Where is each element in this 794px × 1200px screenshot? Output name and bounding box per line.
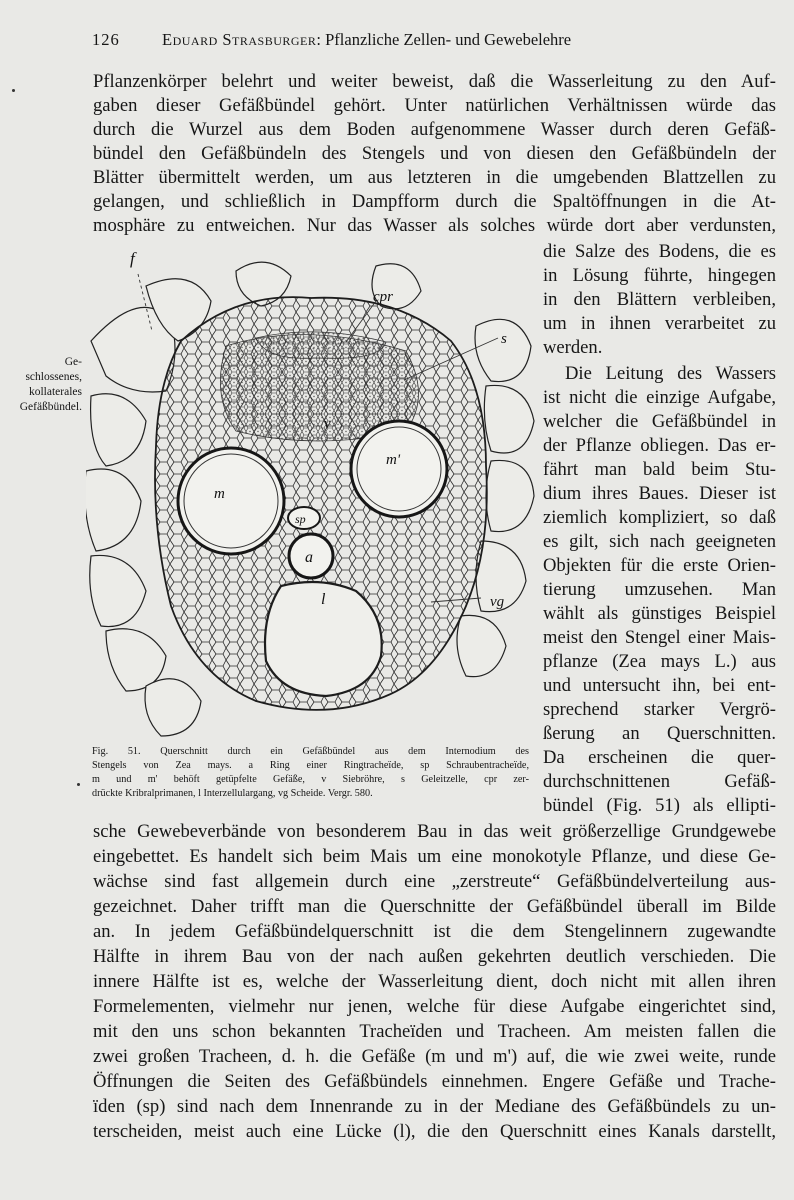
figure-label-f: f [130, 249, 135, 268]
text-line: es gilt, sich nach geeigneten [543, 531, 776, 552]
figure-label-s: s [501, 331, 507, 347]
text-line: durchschnittenen Gefäß- [543, 771, 776, 792]
text-line: ziemlich kompliziert, so daß [543, 507, 776, 528]
figure-label-l: l [321, 591, 326, 608]
margin-speck [12, 89, 15, 92]
caption-line: Stengels von Zea mays. a Ring einer Ringtracheïde, sp Schraubentracheïde, [92, 760, 529, 771]
text-line: mit den uns schon bekannten Tracheïden und Tracheen. Am meisten fallen die [93, 1021, 776, 1042]
text-line: Pflanzenkörper belehrt und weiter beweist, daß die Wasserleitung zu den Auf- [93, 71, 776, 92]
text-line: wählt als günstiges Beispiel [543, 603, 776, 624]
text-line: sche Gewebeverbände von besonderem Bau in das weit größerzellige Grundgewebe [93, 821, 776, 842]
marginal-note-line: kollaterales [28, 386, 82, 398]
figure-label-m-prime: m' [386, 452, 401, 468]
text-line: an. In jedem Gefäßbündelquerschnitt ist die dem Stengelinnern zugewandte [93, 921, 776, 942]
text-line: und untersucht ihn, bei ent- [543, 675, 776, 696]
text-line: Hälfte in ihrem Bau von der nach außen gekehrten deutlich verschieden. Die [93, 946, 776, 967]
figure-label-m: m [214, 486, 225, 502]
caption-line: drückte Kribralprimanen, l Interzellulargang, vg Scheide. Vergr. 580. [92, 788, 373, 799]
marginal-note-line: Gefäßbündel. [19, 401, 82, 413]
text-line: dium ihres Baues. Dieser ist [543, 483, 776, 504]
text-line: pflanze (Zea mays L.) aus [543, 651, 776, 672]
text-line: in Lösung führte, hingegen [543, 265, 776, 286]
text-line: gaben dieser Gefäßbündel gehört. Unter natürlichen Verhältnissen würde das [93, 95, 776, 116]
caption-line: Fig. 51. Querschnitt durch ein Gefäßbündel aus dem Internodium des [92, 746, 529, 757]
figure-label-a: a [305, 549, 313, 566]
figure-label-v: v [324, 416, 331, 432]
running-head-author: Eduard Strasburger [162, 30, 317, 49]
vascular-bundle-figure [86, 246, 536, 746]
margin-speck [77, 783, 80, 786]
text-line: ïden (sp) sind nach dem Innenrande zu in der Mediane des Gefäßbündels zu un- [93, 1096, 776, 1117]
text-line: durch die Wurzel aus dem Boden aufgenommene Wasser durch deren Gefäß- [93, 119, 776, 140]
vessel-m-prime [351, 421, 447, 517]
marginal-note-line: Ge- [64, 356, 82, 368]
text-line: gezeichnet. Daher trifft man die Querschnitte der Gefäßbündel überall im Bilde [93, 896, 776, 917]
marginal-note-line: schlossenes, [25, 371, 82, 383]
text-line: die Salze des Bodens, die es [543, 241, 776, 262]
vessel-m [178, 448, 284, 554]
text-line: der Pflanze obliegen. Das er- [543, 435, 776, 456]
text-line: Objekten für die erste Orien- [543, 555, 776, 576]
text-line: Die Leitung des Wassers [565, 363, 776, 384]
marginal-note [4, 355, 82, 415]
text-line: bündel (Fig. 51) als ellipti- [543, 795, 776, 816]
text-line: wächse sind fast allgemein durch eine „zerstreute“ Gefäßbündelverteilung aus- [93, 871, 776, 892]
figure-caption [92, 745, 529, 801]
figure-label-sp: sp [295, 512, 306, 526]
text-line: mosphäre zu entweichen. Nur das Wasser als solches würde dort aber verdunsten, [93, 215, 776, 236]
page-number: 126 [92, 30, 120, 49]
text-line: Blätter übermittelt werden, um aus letzteren in die umgebenden Blattzellen zu [93, 167, 776, 188]
caption-line: m und m' behöft getüpfelte Gefäße, v Siebröhre, s Geleitzelle, cpr zer- [92, 774, 529, 785]
text-line: fährt man bald beim Stu- [543, 459, 776, 480]
text-line: innere Hälfte ist es, welche der Wasserleitung dient, doch nicht mit allen ihren [93, 971, 776, 992]
text-line: gelangen, und schließlich in Dampfform durch die Spaltöffnungen in die At- [93, 191, 776, 212]
text-line: Da erscheinen die quer- [543, 747, 776, 768]
text-line: ßerung an Querschnitten. [543, 723, 776, 744]
text-line: Formelementen, vielmehr nur jenen, welche für diese Aufgabe eingerichtet sind, [93, 996, 776, 1017]
running-head-title: : Pflanzliche Zellen- und Gewebelehre [316, 30, 572, 49]
text-line: Öffnungen die Seiten des Gefäßbündels einnehmen. Engere Gefäße und Trache- [93, 1071, 776, 1092]
text-line: werden. [543, 337, 603, 358]
text-line: um in ihnen verarbeitet zu [543, 313, 776, 334]
text-line: tierung umzusehen. Man [543, 579, 776, 600]
text-line: sprechend starker Vergrö- [543, 699, 776, 720]
running-head [92, 30, 672, 50]
text-line: bündel den Gefäßbündeln des Stengels und von diesen den Gefäßbündeln der [93, 143, 776, 164]
text-line: ist nicht die einzige Aufgabe, [543, 387, 776, 408]
figure-label-cpr: cpr [373, 289, 393, 305]
figure-label-vg: vg [490, 594, 505, 610]
text-line: in den Blättern verbleiben, [543, 289, 776, 310]
text-line: welcher die Gefäßbündel in [543, 411, 776, 432]
text-line: eingebettet. Es handelt sich beim Mais um eine monokotyle Pflanze, und diese Ge- [93, 846, 776, 867]
text-line: meist den Stengel einer Mais- [543, 627, 776, 648]
text-line: terscheiden, meist auch eine Lücke (l), die den Querschnitt eines Kanals darstellt, [93, 1121, 776, 1142]
text-line: zwei großen Tracheen, d. h. die Gefäße (m und m') auf, die wie zwei weite, runde [93, 1046, 776, 1067]
